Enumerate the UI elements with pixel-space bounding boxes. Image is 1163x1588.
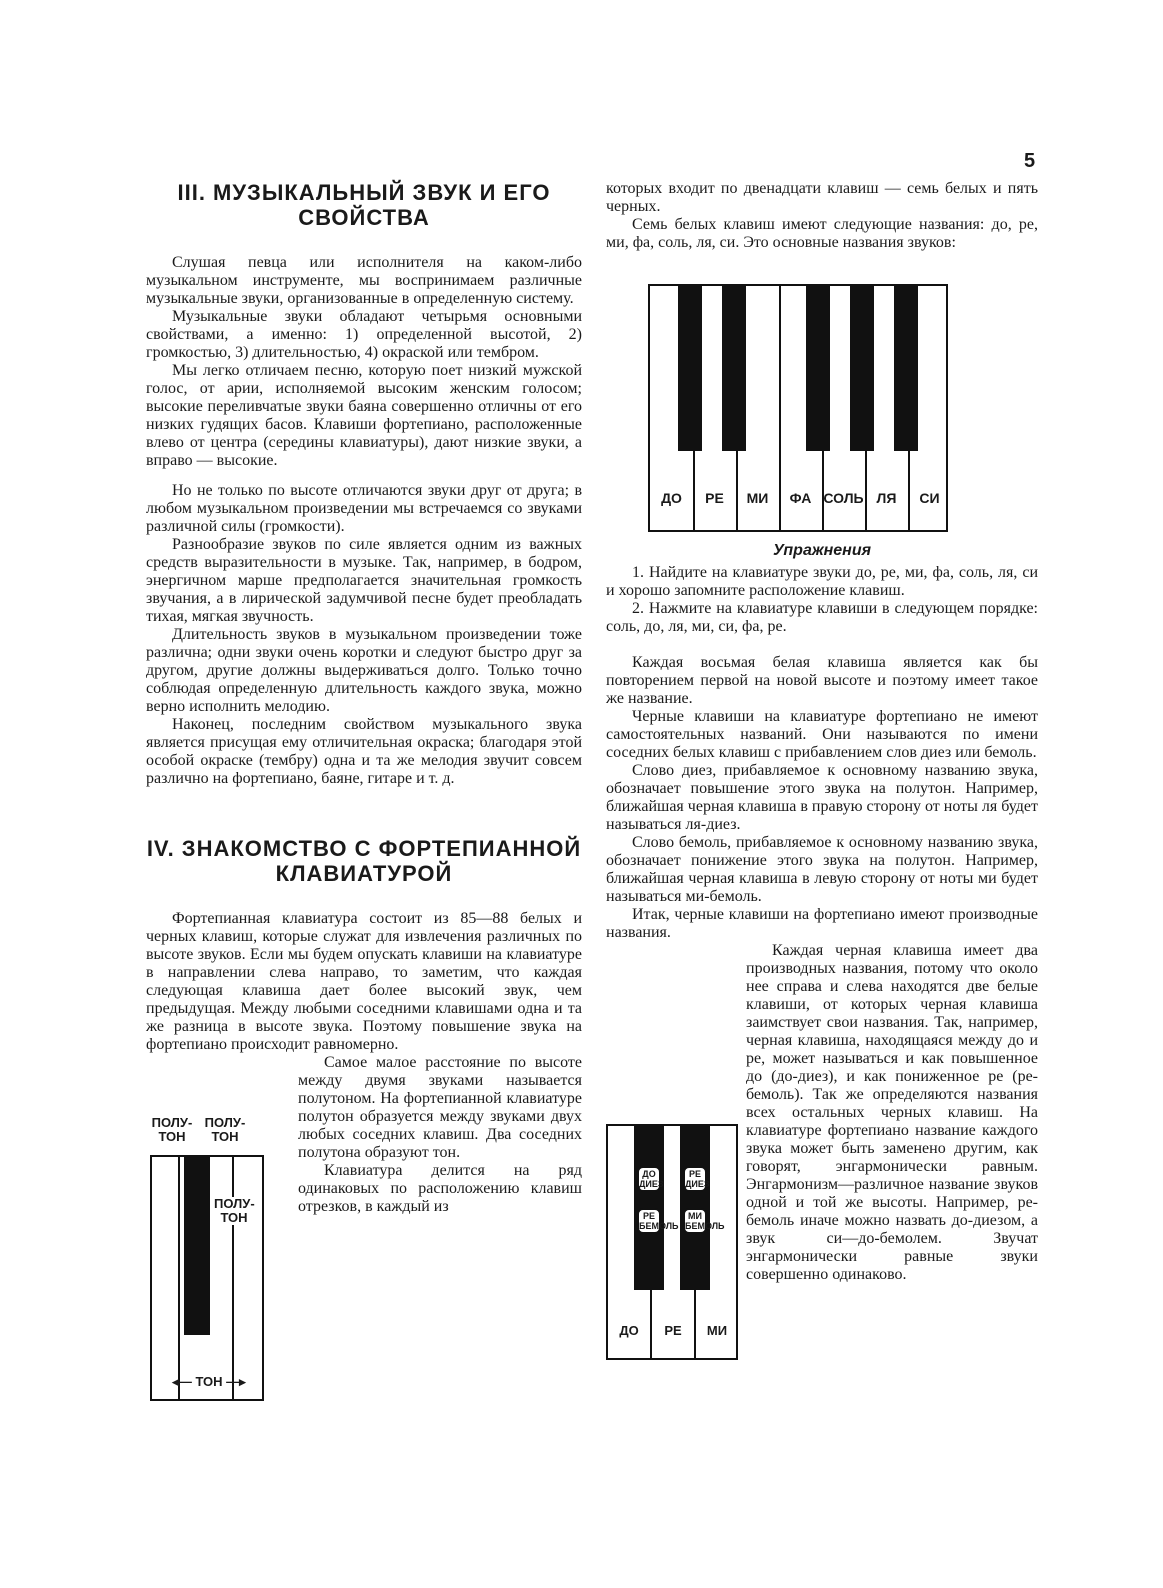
key-label: ЛЯ: [876, 490, 897, 506]
paragraph: Фортепианная клавиатура состоит из 85—88 белых и черных клавиш, которые служат для извлечения различных по высоте звуков. Если мы будем опускать клавиши на клавиатуре в направлении слева направо, то заметим, что каждая следующая клавиша дает более высокий звук, чем предыдущая. Между любыми соседними клавишами одна и та же разница в высоте звука. Поэтому повышение звука на фортепиано происходит равномерно.: [146, 910, 582, 1053]
exercise-1: 1. Найдите на клавиатуре звуки до, ре, ми, фа, соль, ля, си и хорошо запомните расположение клавиш.: [606, 564, 1038, 599]
paragraph: Слово диез, прибавляемое к основному названию звука, обозначает повышение этого звука на полутон. Например, ближайшая черная клавиша в правую сторону от ноты ля будет называться ля-диез.: [606, 762, 1038, 833]
key-label-re: РЕ: [664, 1323, 682, 1338]
paragraph: Слушая певца или исполнителя на каком-либо музыкальном инструменте, мы воспринимаем различные музыкальные звуки, организованные в определенную систему.: [146, 254, 582, 307]
exercise-2: 2. Нажмите на клавиатуре клавиши в следующем порядке: соль, до, ля, ми, си, фа, ре.: [606, 600, 1038, 635]
section4-title-line2: КЛАВИАТУРОЙ: [275, 861, 453, 886]
black-key: [806, 286, 830, 451]
key-label: ДО: [661, 490, 682, 506]
semitone-diagram: [150, 1155, 264, 1401]
key-label: ФА: [789, 490, 812, 506]
exercises-title: Упражнения: [772, 542, 872, 559]
keyboard-diagram: [648, 284, 948, 532]
paragraph: Наконец, последним свойством музыкального звука является присущая ему отличительная окраска; благодаря этой особой окраске (тембру) одна и та же мелодия звучит совсем различно на фортепиано, баяне, гитаре и т. д.: [146, 716, 582, 787]
section4-title: [146, 836, 582, 886]
key-label: СОЛЬ: [823, 490, 864, 506]
key-label-mi: МИ: [706, 1323, 728, 1338]
paragraph: Клавиатура делится на ряд одинаковых по расположению клавиш отрезков, в каждый из: [298, 1162, 582, 1215]
paragraph: Мы легко отличаем песню, которую поет низкий мужской голос, от арии, исполняемой высоким женским голосом; высокие переливчатые звуки баяна совершенно отличны от его низких гудящих басов. Клавиши фортепиано, расположенные влево от центра (середины клавиатуры), дают низкие звуки, а вправо — высокие.: [146, 362, 582, 469]
key-divider: [178, 1157, 180, 1399]
paragraph: Слово бемоль, прибавляемое к основному названию звука, обозначает понижение этого звука на полутон. Например, ближайшая черная клавиша в левую сторону от ноты ми будет называться ми-бемоль.: [606, 834, 1038, 905]
paragraph: Каждая восьмая белая клавиша является как бы повторением первой на новой высоте и поэтому имеет такое же название.: [606, 654, 1038, 707]
paragraph: Каждая черная клавиша имеет два производных названия, потому что около нее справа и слева находятся две белые клавиши, от которых черная клавиша заимствует свои названия. Так, например, черная клавиша, находящаяся между до и ре, может называться и как повышенное до (до-диез), и как пониженное ре (ре-бемоль). Так же определяются названия всех остальных черных клавиш. На клавиатуре фортепиано название каждого звука может быть заменено другим, как говорят, энгармонически равным. Энгармонизм—различное название звуков одной и той же высоты. Например, ре-бемоль иначе можно назвать до-диезом, а звук си—до-бемолем. Звучат энгармонически равные звуки совершенно одинаково.: [746, 942, 1038, 1283]
key-divider: [232, 1157, 234, 1399]
paragraph: Самое малое расстояние по высоте между двумя звуками называется полутоном. На фортепианной клавиатуре полутон образуется между звуками двух любых соседних клавиш. Два соседних полутона образуют тон.: [298, 1054, 582, 1161]
section3-title-line1: III. МУЗЫКАЛЬНЫЙ ЗВУК И ЕГО: [177, 180, 551, 205]
badge-re-bemol: РЕ БЕМОЛЬ: [637, 1208, 661, 1234]
enharmonic-diagram: [606, 1124, 738, 1360]
paragraph: Итак, черные клавиши на фортепиано имеют производные названия.: [606, 906, 1038, 941]
badge-re-diez: РЕ ДИЕЗ: [683, 1166, 707, 1192]
black-key: [894, 286, 918, 451]
black-key: [678, 286, 702, 451]
page-number: 5: [1024, 150, 1036, 172]
tone-label: ◂— ТОН —▸: [172, 1374, 246, 1389]
left-column: [146, 180, 582, 1216]
semitone-label-mid: ПОЛУ- ТОН: [214, 1196, 255, 1225]
semitone-label-right: ПОЛУ- ТОН: [204, 1115, 246, 1144]
badge-do-diez: ДО ДИЕЗ: [637, 1166, 661, 1192]
section4-title-line1: IV. ЗНАКОМСТВО С ФОРТЕПИАННОЙ: [146, 836, 582, 861]
section3-title-line2: СВОЙСТВА: [298, 205, 430, 230]
paragraph: Семь белых клавиш имеют следующие названия: до, ре, ми, фа, соль, ля, си. Это основные названия звуков:: [606, 216, 1038, 251]
tone-text: ТОН: [195, 1374, 223, 1389]
paragraph: Но не только по высоте отличаются звуки друг от друга; в любом музыкальном произведении мы встречаемся со звуками различной силы (громкости).: [146, 482, 582, 535]
paragraph: Черные клавиши на клавиатуре фортепиано не имеют самостоятельных названий. Они называются по имени соседних белых клавиш с прибавлением слов диез или бемоль.: [606, 708, 1038, 761]
badge-mi-bemol: МИ БЕМОЛЬ: [683, 1208, 707, 1234]
key-label: РЕ: [705, 490, 724, 506]
paragraph: Разнообразие звуков по силе является одним из важных средств выразительности в музыке. Так, например, в бодром, энергичном марше предполагается значительная громкость звучания, а в лирической задумчивой песне будет преобладать тихая, мягкая звучность.: [146, 536, 582, 625]
semitone-label-left: ПОЛУ- ТОН: [151, 1115, 193, 1144]
black-key: [184, 1157, 210, 1335]
black-key: [722, 286, 746, 451]
key-label: МИ: [746, 490, 769, 506]
paragraph: Длительность звуков в музыкальном произведении тоже различна; одни звуки очень коротки и следуют быстро друг за другом, другие должны выдерживаться долго. Только точно соблюдая определенную длительность каждого звука, можно верно исполнить мелодию.: [146, 626, 582, 715]
paragraph: которых входит по двенадцати клавиш — семь белых и пять черных.: [606, 180, 1038, 215]
key-label-do: ДО: [619, 1323, 639, 1338]
section3-title: [146, 180, 582, 230]
paragraph: Музыкальные звуки обладают четырьмя основными свойствами, а именно: 1) определенной высотой, 2) громкостью, 3) длительностью, 4) окраской или тембром.: [146, 308, 582, 361]
black-key: [850, 286, 874, 451]
key-label: СИ: [919, 490, 940, 506]
